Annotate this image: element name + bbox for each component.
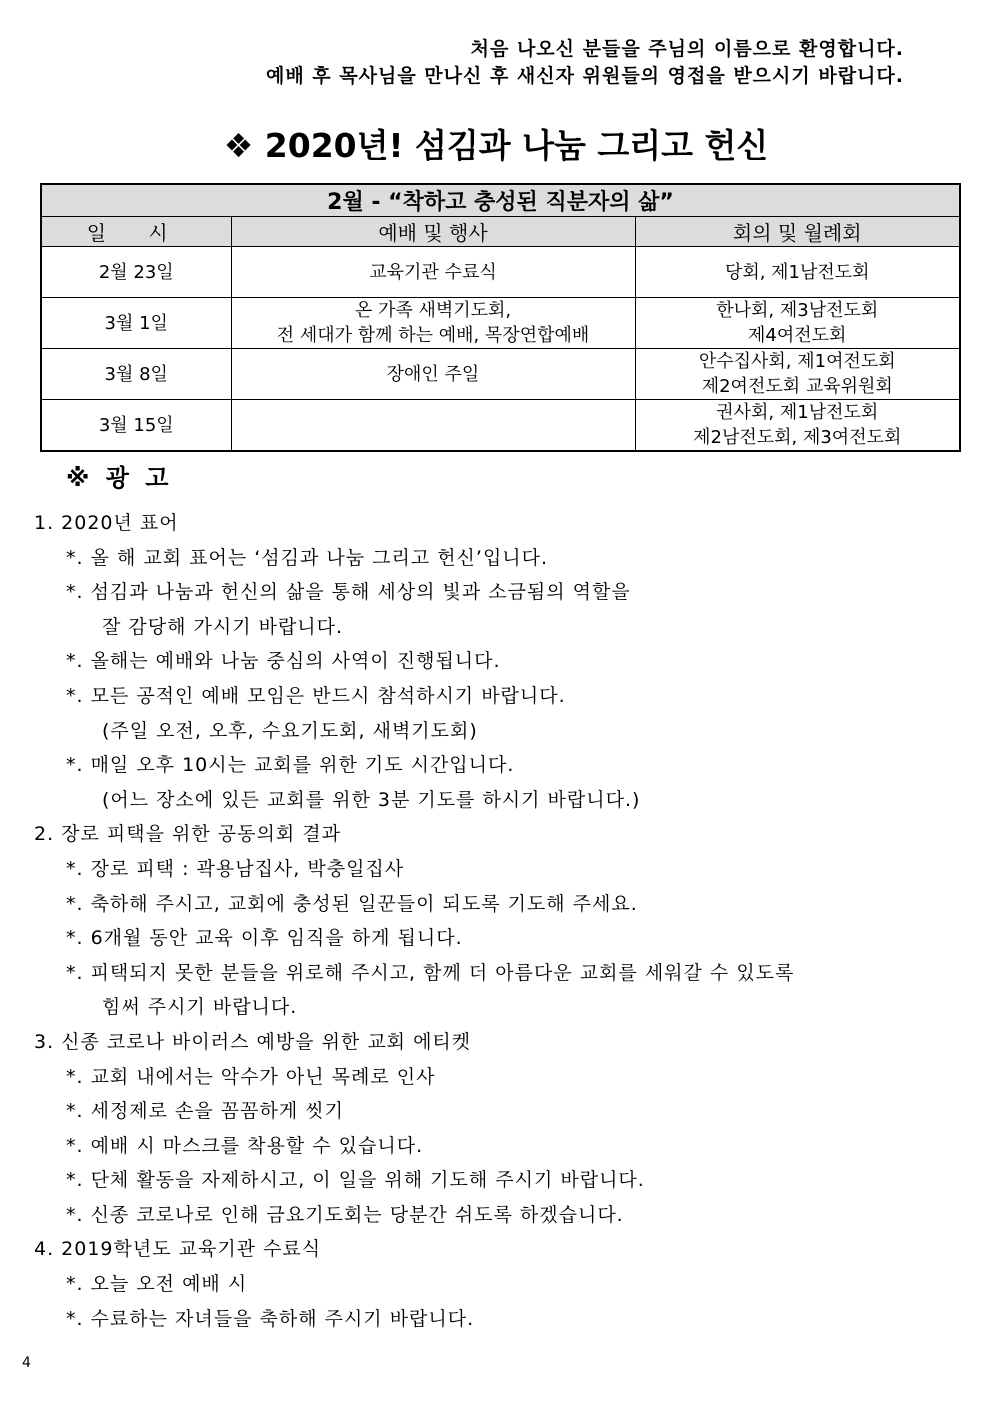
list-item: (주일 오전, 오후, 수요기도회, 새벽기도회) — [102, 719, 478, 742]
welcome-line-2: 예배 후 목사님을 만나신 후 새신자 위원들의 영접을 받으시기 바랍니다. — [265, 65, 904, 87]
section-heading: 3. 신종 코로나 바이러스 예방을 위한 교회 에티켓 — [34, 1030, 472, 1053]
welcome-message — [266, 36, 904, 90]
row-events: 장애인 주일 — [231, 349, 635, 400]
page-number: 4 — [22, 1355, 31, 1371]
row-meetings: 안수집사회, 제1여전도회 제2여전도회 교육위원회 — [635, 349, 960, 400]
list-item: *. 수료하는 자녀들을 축하해 주시기 바랍니다. — [66, 1307, 475, 1330]
list-item: *. 피택되지 못한 분들을 위로해 주시고, 함께 더 아름다운 교회를 세워갈 수 있도록 — [66, 961, 795, 984]
header-meetings: 회의 및 월례회 — [635, 217, 960, 247]
row-events: 온 가족 새벽기도회, 전 세대가 함께 하는 예배, 목장연합예배 — [231, 298, 635, 349]
table-row — [41, 400, 960, 452]
list-item: *. 예배 시 마스크를 착용할 수 있습니다. — [66, 1134, 424, 1157]
list-item: *. 장로 피택 : 곽용남집사, 박충일집사 — [66, 857, 405, 880]
row-date: 3월 1일 — [41, 298, 231, 349]
list-item: *. 신종 코로나로 인해 금요기도회는 당분간 쉬도록 하겠습니다. — [66, 1203, 624, 1226]
list-item: (어느 장소에 있든 교회를 위한 3분 기도를 하시기 바랍니다.) — [102, 788, 641, 811]
row-meetings: 한나회, 제3남전도회 제4여전도회 — [635, 298, 960, 349]
list-item: *. 올해는 예배와 나눔 중심의 사역이 진행됩니다. — [66, 650, 501, 673]
notice-heading: ※ 광 고 — [66, 464, 173, 492]
list-item: *. 올 해 교회 표어는 ‘섬김과 나눔 그리고 헌신’입니다. — [66, 546, 549, 569]
row-events — [231, 400, 635, 452]
list-item: 힘써 주시기 바랍니다. — [102, 996, 298, 1019]
notice-list — [34, 506, 794, 1336]
list-item: *. 매일 오후 10시는 교회를 위한 기도 시간입니다. — [66, 754, 515, 777]
row-meetings: 당회, 제1남전도회 — [635, 247, 960, 298]
list-item: *. 축하해 주시고, 교회에 충성된 일꾼들이 되도록 기도해 주세요. — [66, 892, 638, 915]
header-events: 예배 및 행사 — [231, 217, 635, 247]
list-item: *. 세정제로 손을 꼼꼼하게 씻기 — [66, 1100, 344, 1123]
table-row — [41, 349, 960, 400]
row-meetings: 권사회, 제1남전도회 제2남전도회, 제3여전도회 — [635, 400, 960, 452]
section-heading: 1. 2020년 표어 — [34, 512, 179, 534]
section-heading: 4. 2019학년도 교육기관 수료식 — [34, 1238, 322, 1261]
table-row — [41, 247, 960, 298]
header-date: 일 시 — [41, 217, 231, 247]
row-date: 3월 15일 — [41, 400, 231, 452]
row-date: 2월 23일 — [41, 247, 231, 298]
section-heading: 2. 장로 피택을 위한 공동의회 결과 — [34, 823, 341, 846]
table-row — [41, 298, 960, 349]
list-item: 잘 감당해 가시기 바랍니다. — [102, 615, 344, 638]
row-events: 교육기관 수료식 — [231, 247, 635, 298]
welcome-line-1: 처음 나오신 분들을 주님의 이름으로 환영합니다. — [470, 38, 904, 60]
list-item: *. 단체 활동을 자제하시고, 이 일을 위해 기도해 주시기 바랍니다. — [66, 1169, 645, 1192]
list-item: *. 6개월 동안 교육 이후 임직을 하게 됩니다. — [66, 927, 463, 950]
schedule-table — [40, 183, 961, 452]
list-item: *. 오늘 오전 예배 시 — [66, 1273, 248, 1296]
row-date: 3월 8일 — [41, 349, 231, 400]
list-item: *. 교회 내에서는 악수가 아닌 목례로 인사 — [66, 1065, 436, 1088]
schedule-banner: 2월 - “착하고 충성된 직분자의 삶” — [41, 184, 960, 217]
list-item: *. 섬김과 나눔과 헌신의 삶을 통해 세상의 빛과 소금됨의 역할을 — [66, 581, 631, 604]
list-item: *. 모든 공적인 예배 모임은 반드시 참석하시기 바랍니다. — [66, 684, 566, 707]
page-title: ❖ 2020년! 섬김과 나눔 그리고 헌신 — [223, 126, 769, 165]
